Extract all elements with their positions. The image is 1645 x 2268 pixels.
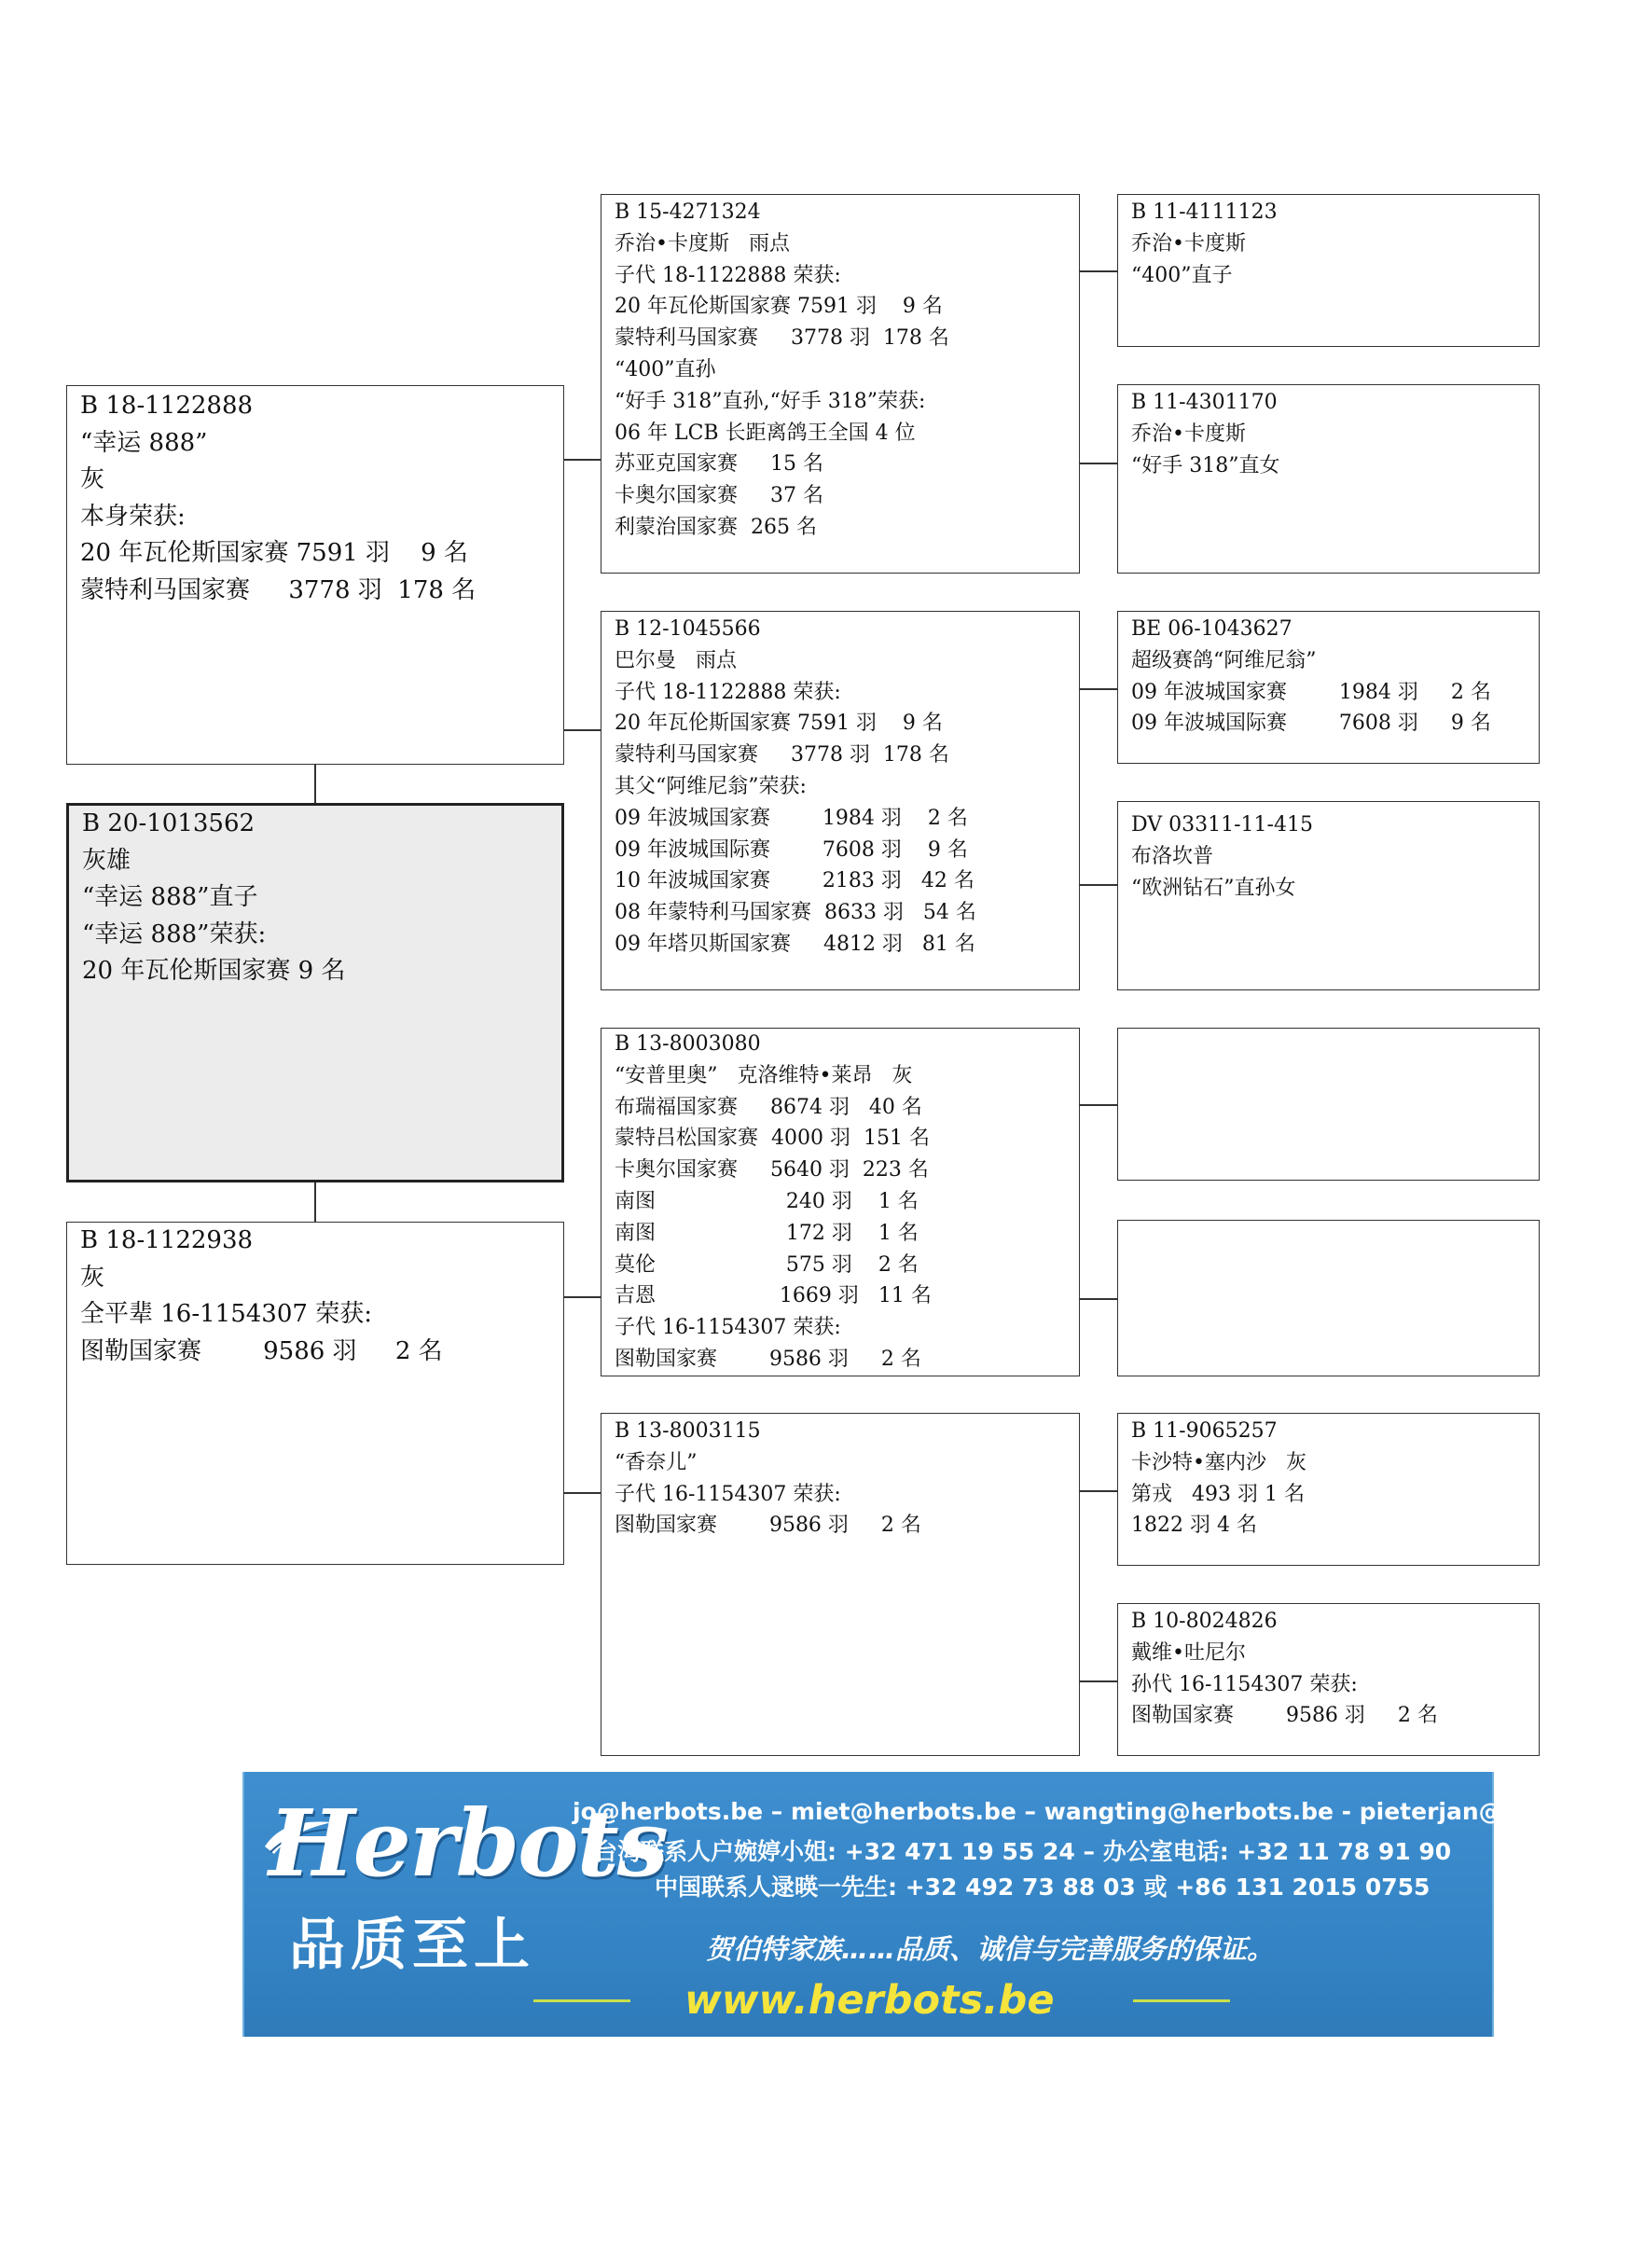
herbots-logo: Herbots	[269, 1791, 667, 1898]
pedigree-line: B 10-8024826	[1131, 1610, 1278, 1633]
pedigree-line: B 11-4111123	[1131, 201, 1278, 224]
connector-dd-ddd	[1080, 1680, 1117, 1682]
pedigree-line: 南图 240 羽 1 名	[615, 1189, 919, 1213]
pedigree-line: “安普里奥” 克洛维特•莱昂 灰	[615, 1063, 913, 1087]
pedigree-line: “欧洲钻石”直孙女	[1131, 876, 1296, 900]
pedigree-line: “好手 318”直孙,“好手 318”荣获:	[615, 389, 926, 413]
dss-card	[1117, 1028, 1540, 1181]
pedigree-line: 卡奥尔国家赛 37 名	[615, 484, 823, 508]
pedigree-line: 灰雄	[82, 846, 131, 875]
connector-dd-dds	[1080, 1490, 1117, 1492]
pedigree-line: “好手 318”直女	[1131, 453, 1280, 477]
dsd-card	[1117, 1220, 1540, 1376]
pedigree-line: 06 年 LCB 长距离鸽王全国 4 位	[615, 421, 916, 445]
pedigree-line: “幸运 888”荣获:	[82, 920, 267, 948]
pedigree-line: 南图 172 羽 1 名	[615, 1221, 919, 1245]
pedigree-line: 20 年瓦伦斯国家赛 9 名	[82, 957, 346, 986]
pedigree-line: 卡奥尔国家赛 5640 羽 223 名	[615, 1158, 929, 1182]
connector-sire-subject	[314, 765, 316, 803]
pedigree-line: 卡沙特•塞内沙 灰	[1131, 1450, 1306, 1474]
website-link[interactable]: www.herbots.be	[684, 1977, 1055, 2024]
tagline: 贺伯特家族……品质、诚信与完善服务的保证。	[706, 1933, 1275, 1965]
pedigree-line: 子代 16-1154307 荣获:	[615, 1482, 841, 1506]
pedigree-line: 09 年塔贝斯国家赛 4812 羽 81 名	[615, 932, 975, 956]
pedigree-line: B 18-1122888	[80, 392, 254, 420]
pedigree-line: 第戎 493 羽 1 名	[1131, 1482, 1305, 1506]
connector-subject-dam	[314, 1182, 316, 1222]
pedigree-line: 图勒国家赛 9586 羽 2 名	[615, 1514, 921, 1538]
pedigree-line: 20 年瓦伦斯国家赛 7591 羽 9 名	[80, 539, 468, 568]
connector-sd-sds	[1080, 688, 1117, 690]
pedigree-line: 20 年瓦伦斯国家赛 7591 羽 9 名	[615, 295, 943, 319]
pedigree-line: B 13-8003080	[615, 1032, 761, 1056]
pedigree-line: 蒙特利马国家赛 3778 羽 178 名	[80, 575, 477, 604]
pedigree-line: “香奈儿”	[615, 1450, 698, 1474]
pedigree-line: “400”直孙	[615, 357, 716, 381]
connector-ds-dsd	[1080, 1298, 1117, 1300]
divider-left	[533, 1999, 630, 2002]
pedigree-line: 超级赛鸽“阿维尼翁”	[1131, 648, 1317, 672]
connector-sd-sdd	[1080, 884, 1117, 886]
divider-right	[1133, 1999, 1230, 2002]
pedigree-line: “幸运 888”	[80, 428, 208, 457]
connector-dam-dd	[564, 1492, 601, 1494]
pedigree-line: 09 年波城国家赛 1984 羽 2 名	[615, 806, 968, 830]
pedigree-line: DV 03311-11-415	[1131, 813, 1313, 837]
pedigree-line: 其父“阿维尼翁”荣获:	[615, 774, 807, 798]
pedigree-line: 乔治•卡度斯	[1131, 422, 1246, 446]
subject-card	[66, 803, 564, 1182]
pedigree-line: 蒙特利马国家赛 3778 羽 178 名	[615, 326, 949, 351]
pedigree-line: 08 年蒙特利马国家赛 8633 羽 54 名	[615, 901, 976, 925]
ssd-card	[1117, 384, 1540, 574]
pedigree-line: 巴尔曼 雨点	[615, 648, 737, 672]
pedigree-line: 09 年波城国家赛 1984 羽 2 名	[1131, 680, 1491, 704]
connector-ss-ssd	[1080, 463, 1117, 464]
taiwan-contact: 台湾联系人户婉婷小姐: +32 471 19 55 24 – 办公室电话: +32 11 78 91 90	[594, 1838, 1452, 1865]
pedigree-line: B 12-1045566	[615, 617, 761, 641]
pedigree-line: 全平辈 16-1154307 荣获:	[80, 1300, 372, 1329]
pedigree-line: B 20-1013562	[82, 809, 256, 837]
sdd-card	[1117, 801, 1540, 990]
sire-sire-card	[601, 194, 1080, 574]
pedigree-line: 蒙特利马国家赛 3778 羽 178 名	[615, 743, 949, 768]
sds-card	[1117, 611, 1540, 764]
pedigree-line: 蒙特吕松国家赛 4000 羽 151 名	[615, 1127, 930, 1151]
pedigree-line: B 15-4271324	[615, 201, 761, 224]
pedigree-line: 子代 16-1154307 荣获:	[615, 1316, 841, 1340]
dam-sire-card	[601, 1028, 1080, 1376]
dds-card	[1117, 1413, 1540, 1566]
pedigree-line: 子代 18-1122888 荣获:	[615, 680, 841, 704]
pedigree-line: 莫伦 575 羽 2 名	[615, 1252, 919, 1277]
slogan: 品质至上	[289, 1913, 535, 1978]
ddd-card	[1117, 1603, 1540, 1756]
pedigree-line: 10 年波城国家赛 2183 羽 42 名	[615, 869, 975, 893]
connector-dam-ds	[564, 1296, 601, 1298]
sire-dam-card	[601, 611, 1080, 990]
pedigree-line: 布瑞福国家赛 8674 羽 40 名	[615, 1095, 922, 1119]
pedigree-line: 乔治•卡度斯	[1131, 231, 1246, 256]
china-contact: 中国联系人逯暎一先生: +32 492 73 88 03 或 +86 131 2015 0755	[655, 1874, 1431, 1901]
dam-card	[66, 1222, 564, 1565]
connector-sire-ss	[564, 459, 601, 461]
pedigree-line: 20 年瓦伦斯国家赛 7591 羽 9 名	[615, 712, 943, 736]
pedigree-line: B 18-1122938	[80, 1226, 254, 1254]
pedigree-line: “400”直子	[1131, 263, 1233, 287]
email-line[interactable]: jo@herbots.be – miet@herbots.be – wangting@herbots.be - pieterjan@herbots.be	[573, 1798, 1645, 1825]
connector-ss-sss	[1080, 270, 1117, 272]
herbots-banner	[242, 1772, 1645, 2037]
pedigree-line: 图勒国家赛 9586 羽 2 名	[615, 1347, 921, 1371]
sire-card	[66, 385, 564, 765]
pedigree-line: BE 06-1043627	[1131, 617, 1292, 641]
pedigree-line: B 13-8003115	[615, 1419, 761, 1443]
pedigree-line: 布洛坎普	[1131, 844, 1214, 868]
pedigree-line: 乔治•卡度斯 雨点	[615, 231, 790, 256]
pedigree-line: 孙代 16-1154307 荣获:	[1131, 1672, 1358, 1696]
pedigree-line: B 11-9065257	[1131, 1419, 1278, 1443]
sss-card	[1117, 194, 1540, 347]
pedigree-line: 图勒国家赛 9586 羽 2 名	[1131, 1704, 1438, 1728]
pedigree-line: 戴维•吐尼尔	[1131, 1640, 1246, 1665]
pedigree-line: 苏亚克国家赛 15 名	[615, 452, 823, 477]
pedigree-line: 09 年波城国际赛 7608 羽 9 名	[615, 837, 968, 862]
connector-ds-dss	[1080, 1104, 1117, 1106]
pedigree-line: 灰	[80, 1263, 105, 1292]
connector-sire-sd	[564, 729, 601, 731]
pedigree-line: 09 年波城国际赛 7608 羽 9 名	[1131, 712, 1491, 736]
pedigree-line: 子代 18-1122888 荣获:	[615, 263, 841, 287]
pedigree-line: B 11-4301170	[1131, 391, 1278, 414]
pedigree-line: “幸运 888”直子	[82, 883, 258, 912]
pedigree-line: 本身荣获:	[80, 502, 186, 531]
pedigree-line: 利蒙治国家赛 265 名	[615, 515, 817, 539]
pedigree-line: 1822 羽 4 名	[1131, 1514, 1257, 1538]
pedigree-line: 吉恩 1669 羽 11 名	[615, 1284, 932, 1308]
dam-dam-card	[601, 1413, 1080, 1756]
pedigree-line: 灰	[80, 465, 105, 494]
pedigree-line: 图勒国家赛 9586 羽 2 名	[80, 1336, 443, 1365]
